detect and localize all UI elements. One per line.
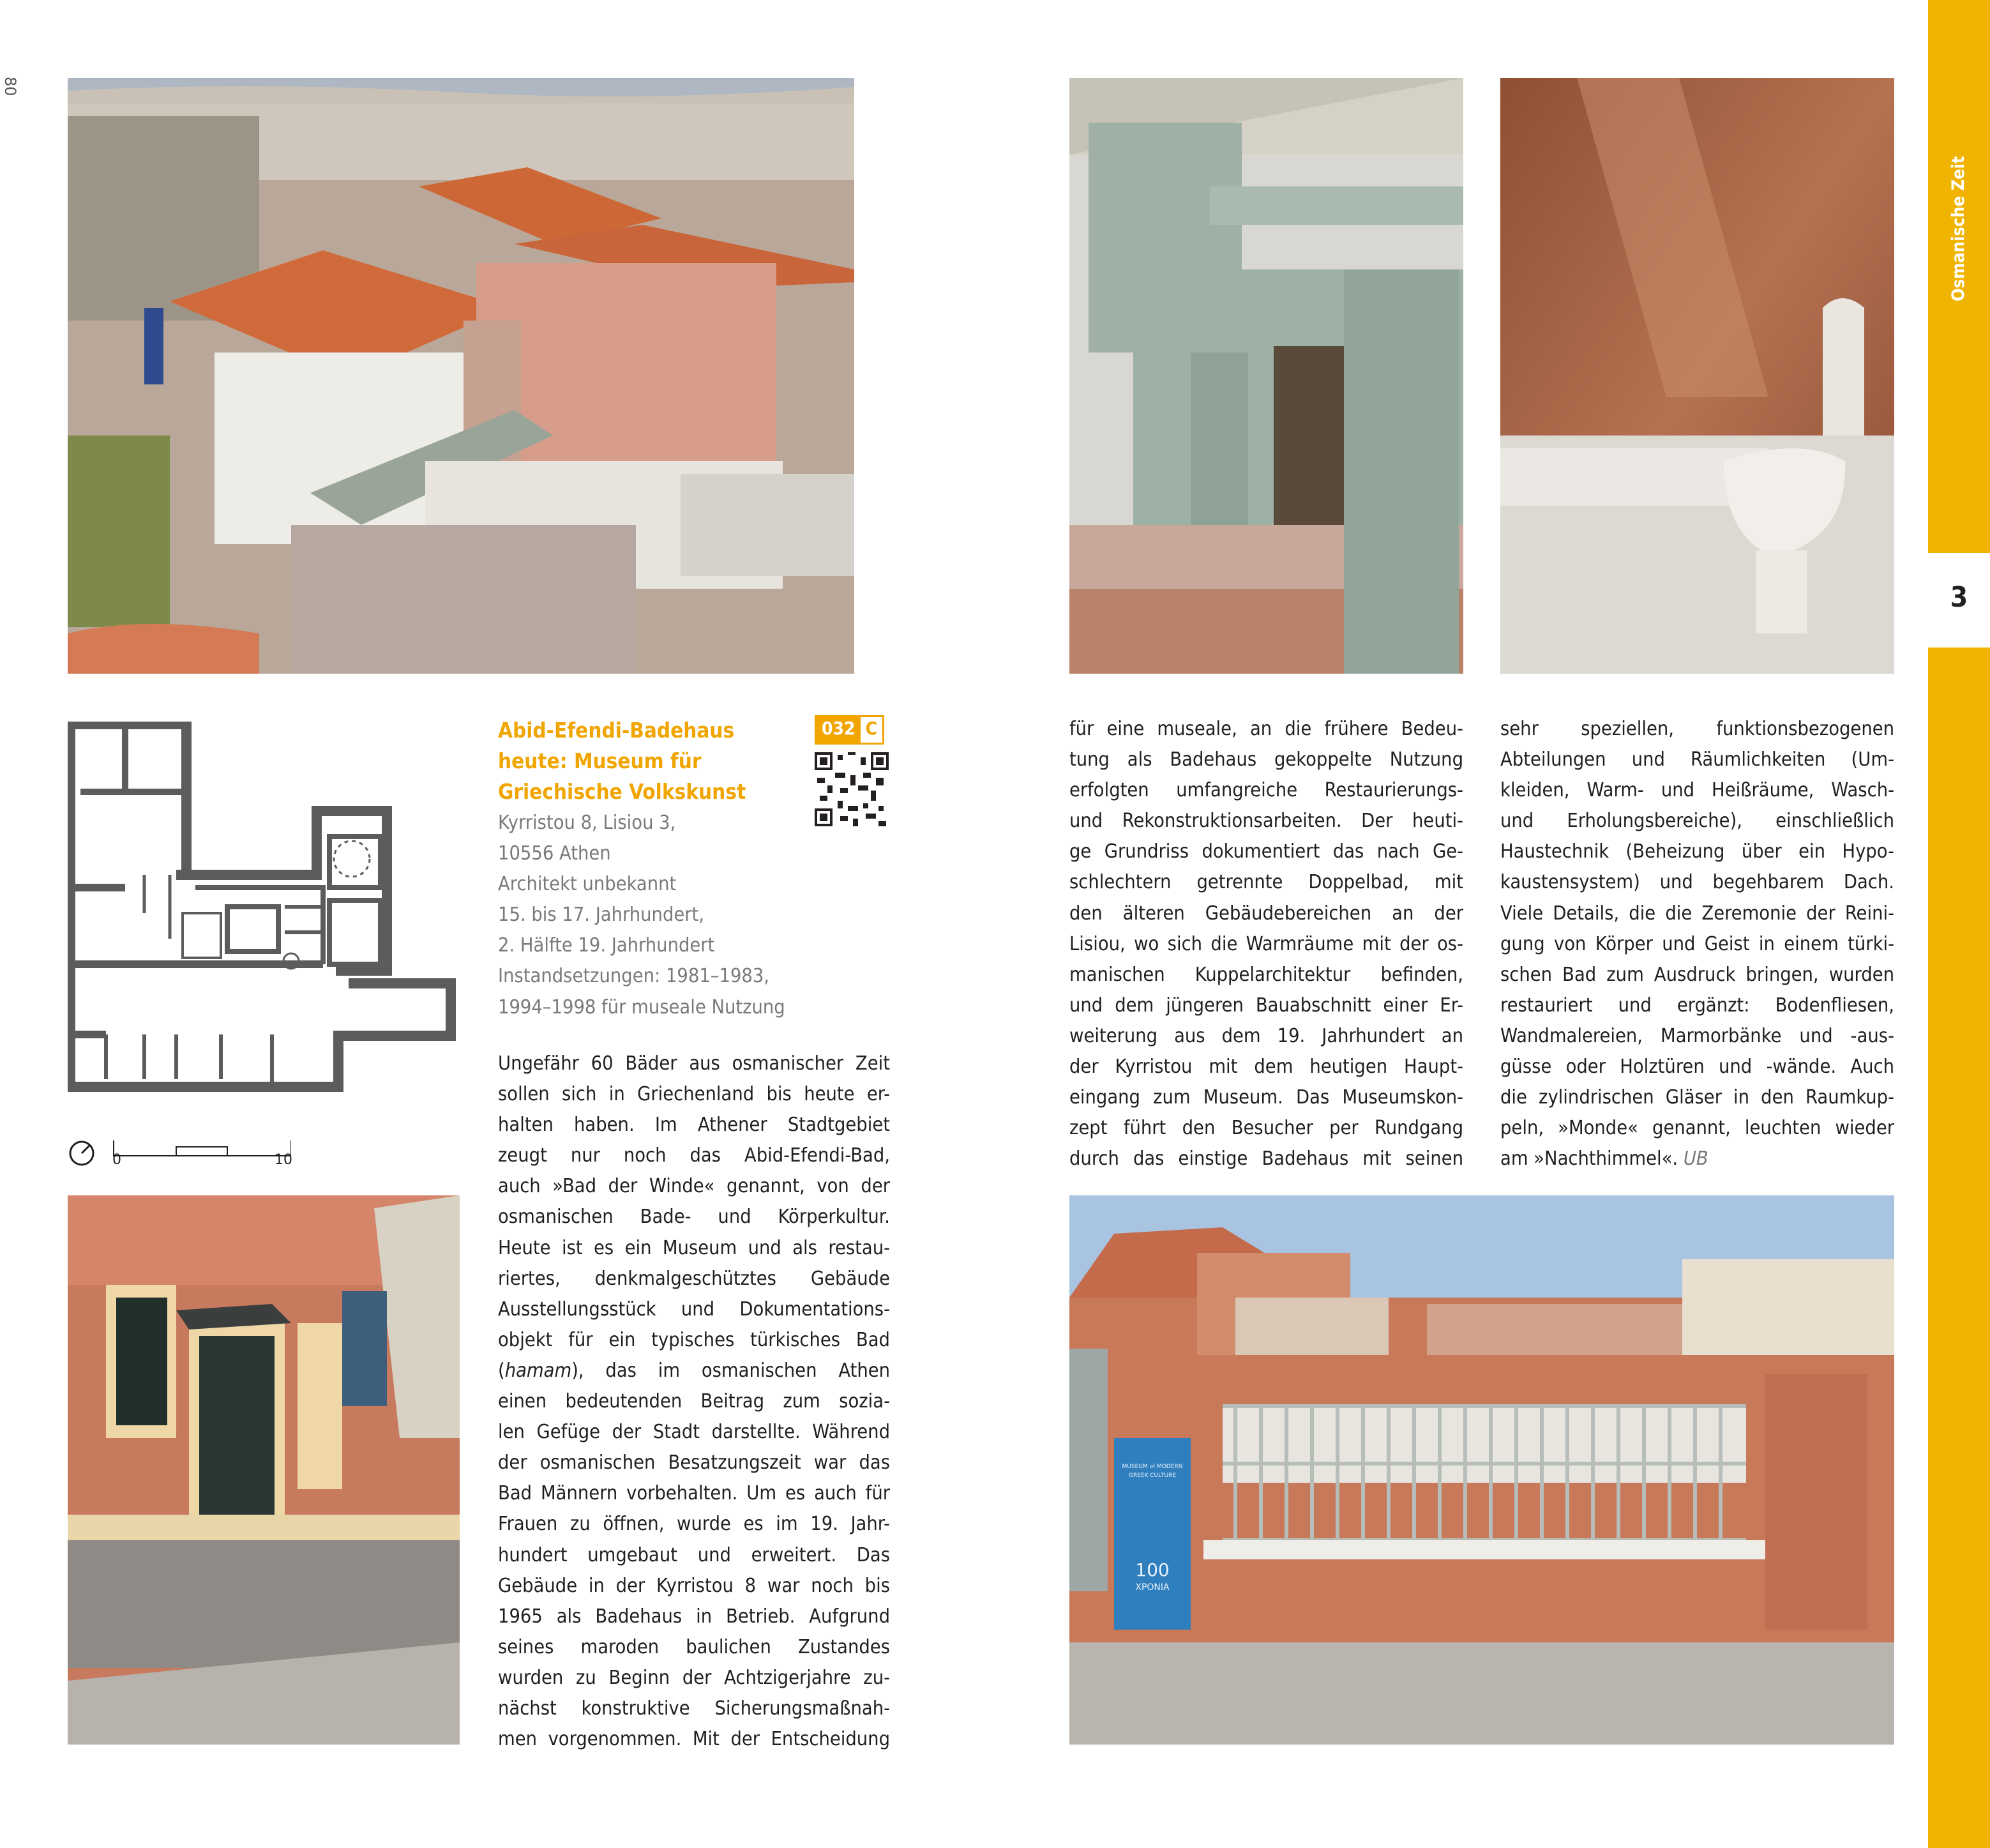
text-line: manischen Kuppelarchitektur befinden, (1069, 963, 1463, 986)
text-line: der Kyrristou mit dem heutigen Haupt- (1069, 1056, 1463, 1079)
text-line: die zylindrischen Gläser in den Raumkup- (1500, 1086, 1894, 1109)
photo-rooftop-view (68, 78, 854, 674)
text-line: Lisiou, wo sich die Warmräume mit der os- (1069, 932, 1463, 955)
photo-exterior-fence (1069, 1195, 1894, 1745)
meta-line: 2. Hälfte 19. Jahrhundert (498, 934, 715, 957)
text-line: riertes, denkmalgeschütztes Gebäude (498, 1267, 890, 1290)
text-line: Ausstellungsstück und Dokumentations- (498, 1298, 890, 1321)
text-line: zept führt den Besucher per Rundgang (1069, 1117, 1463, 1140)
text-line: Frauen zu öffnen, wurde es im 19. Jahr- (498, 1513, 890, 1536)
chapter-tab (1928, 553, 1990, 648)
text-line: men vorgenommen. Mit der Entscheidung (498, 1728, 890, 1751)
poster-text-museum: MUSEUM of MODERN (1122, 1464, 1183, 1470)
text-line: Ungefähr 60 Bäder aus osmanischer Zeit (498, 1052, 890, 1075)
photo-street-facade (68, 1195, 460, 1745)
entry-code: 032 (817, 717, 861, 743)
photo-marble-basin (1500, 78, 1894, 674)
photo-interior-cabins (1069, 78, 1463, 674)
meta-line: Instandsetzungen: 1981–1983, (498, 965, 770, 988)
meta-line: 15. bis 17. Jahrhundert, (498, 904, 704, 927)
text-line: osmanischen Bade- und Körperkultur. (498, 1206, 890, 1229)
title-line: heute: Museum für (498, 748, 702, 773)
text-line: den älteren Gebäudebereichen an der (1069, 902, 1463, 925)
body-column-2 (1069, 714, 1463, 1174)
meta-line: Architekt unbekannt (498, 873, 677, 896)
text-line: 1965 als Badehaus in Betrieb. Aufgrund (498, 1605, 890, 1628)
entry-code-badge (815, 715, 884, 745)
qr-code[interactable] (815, 752, 889, 826)
meta-line: 10556 Athen (498, 842, 611, 865)
meta-line: Kyrristou 8, Lisiou 3, (498, 812, 676, 834)
text-line: kaustensystem) und begehbarem Dach. (1500, 871, 1894, 894)
text-line: Wandmalereien, Marmorbänke und -aus- (1500, 1024, 1894, 1047)
text-line-last (1500, 1144, 1894, 1174)
scale-label-start: 0 (112, 1152, 121, 1168)
text-line: sollen sich in Griechenland bis heute er- (498, 1083, 890, 1106)
text-line: weiterung aus dem 19. Jahrhundert an (1069, 1024, 1463, 1047)
scale-bar (112, 1138, 291, 1160)
last-line-text: am »Nachthimmel«. (1500, 1147, 1678, 1170)
text-line: eingang zum Museum. Das Museumskon- (1069, 1086, 1463, 1109)
text-line: tung als Badehaus gekoppelte Nutzung (1069, 748, 1463, 771)
poster-text-xponia: XPONIA (1135, 1582, 1170, 1593)
body-column-3 (1500, 714, 1894, 1174)
text-line: einen bedeutenden Beitrag zum sozia- (498, 1390, 890, 1413)
text-line: len Gefüge der Stadt darstellte. Während (498, 1421, 890, 1444)
text-line: gung von Körper und Geist in einem türki- (1500, 932, 1894, 955)
chapter-number: 3 (1950, 581, 1968, 614)
text-line: Abteilungen und Räumlichkeiten (Um- (1500, 748, 1894, 771)
text-line: seines maroden baulichen Zustandes (498, 1635, 890, 1658)
text-line: restauriert und ergänzt: Bodenfliesen, (1500, 994, 1894, 1017)
text-line: schen Bad zum Ausdruck bringen, wurden (1500, 963, 1894, 986)
text-line: auch »Bad der Winde« genannt, von der (498, 1175, 890, 1198)
meta-line: 1994–1998 für museale Nutzung (498, 996, 785, 1019)
chapter-title: Osmanische Zeit (1949, 156, 1968, 301)
text-line: Heute ist es ein Museum und als restau- (498, 1236, 890, 1259)
text-line: güsse oder Holztüren und -wände. Auch (1500, 1056, 1894, 1079)
text-line: und Rekonstruktionsarbeiten. Der heuti- (1069, 810, 1463, 833)
text-line: Gebäude in der Kyrristou 8 war noch bis (498, 1574, 890, 1597)
text-line: Haustechnik (Beheizung über ein Hypo- (1500, 840, 1894, 863)
floor-plan (68, 722, 464, 1169)
text-line: und dem jüngeren Bauabschnitt einer Er- (1069, 994, 1463, 1017)
title-line: Abid-Efendi-Badehaus (498, 718, 735, 743)
page-number-left: 80 (1, 77, 19, 96)
north-arrow-icon (68, 1139, 96, 1170)
text-line: halten haben. Im Athener Stadtgebiet (498, 1114, 890, 1137)
italic-term: hamam (504, 1359, 572, 1382)
text-line: wurden zu Beginn der Achtzigerjahre zu- (498, 1666, 890, 1689)
text-line: objekt für ein typisches türkisches Bad (498, 1328, 890, 1351)
text-line: hundert umgebaut und erweitert. Das (498, 1543, 890, 1566)
text-line: Viele Details, die die Zeremonie der Reini- (1500, 902, 1894, 925)
text-line-italic: (hamam), das im osmanischen Athen (498, 1359, 890, 1382)
text-line: ge Grundriss dokumentiert das nach Ge- (1069, 840, 1463, 863)
poster-text-culture: GREEK CULTURE (1128, 1473, 1177, 1479)
entry-category: C (861, 717, 882, 743)
text-line: zeugt nur noch das Abid-Efendi-Bad, (498, 1144, 890, 1167)
entry-title (498, 715, 753, 807)
text-line: schlechtern getrennte Doppelbad, mit (1069, 871, 1463, 894)
title-line: Griechische Volkskunst (498, 779, 746, 804)
text-line: erfolgten umfangreiche Restaurierungs- (1069, 779, 1463, 802)
text-line: kleiden, Warm- und Heißräume, Wasch- (1500, 779, 1894, 802)
text-line: und Erholungsbereiche), einschließlich (1500, 810, 1894, 833)
author-initials: UB (1683, 1147, 1708, 1170)
text-line: sehr speziellen, funktionsbezogenen (1500, 718, 1894, 740)
poster-text-100: 100 (1135, 1559, 1170, 1580)
text-line: nächst konstruktive Sicherungsmaßnah- (498, 1697, 890, 1720)
scale-label-end: 10 (275, 1152, 292, 1168)
text-line: durch das einstige Badehaus mit seinen (1069, 1147, 1463, 1170)
text-line: für eine museale, an die frühere Bedeu- (1069, 718, 1463, 740)
text-line: peln, »Monde« genannt, leuchten wieder (1500, 1117, 1894, 1140)
text-line: der osmanischen Besatzungszeit war das (498, 1451, 890, 1474)
entry-meta (498, 808, 817, 1023)
body-column-1 (498, 1049, 890, 1755)
text-line: Bad Männern vorbehalten. Um es auch für (498, 1482, 890, 1505)
